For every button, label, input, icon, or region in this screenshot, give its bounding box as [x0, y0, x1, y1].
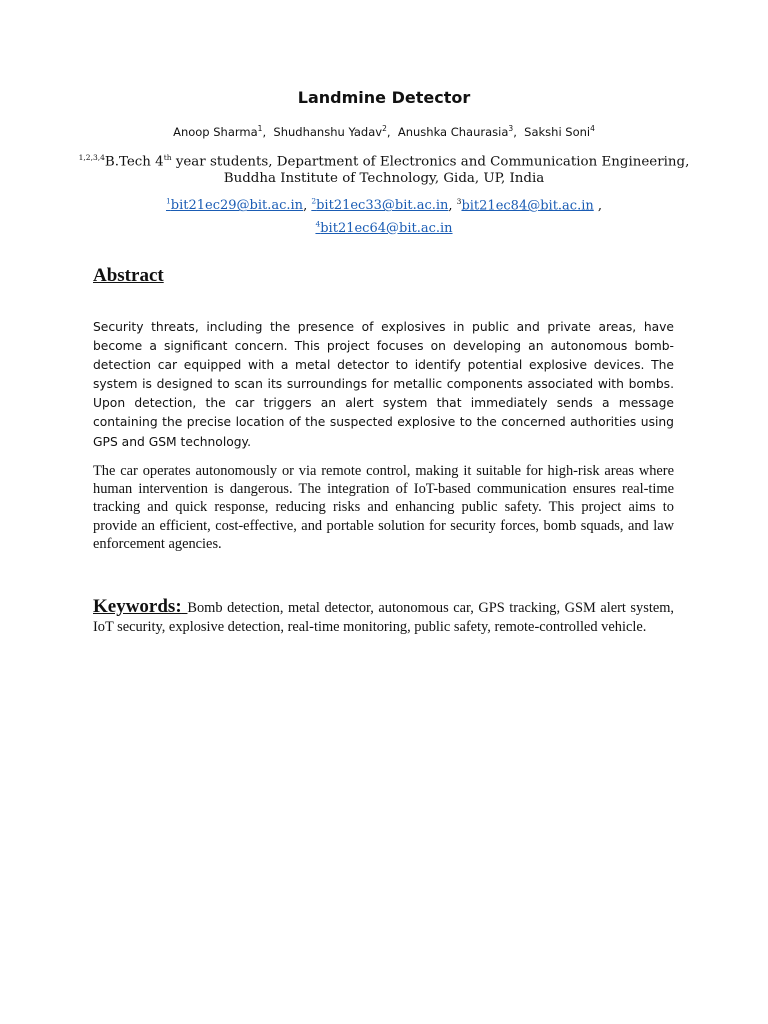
abstract-heading: Abstract — [93, 265, 164, 286]
email-address: bit21ec64@bit.ac.in — [320, 220, 453, 236]
author-name: Sakshi Soni — [524, 124, 591, 139]
email-sup: 2 — [311, 197, 317, 206]
author-name: Shudhanshu Yadav — [273, 124, 383, 139]
keywords-section — [93, 597, 674, 637]
email-list: $^1$bit21ec29@bit.ac.in, $^2$bit21ec33@bit.ac.in, $^3$bit21ec84@bit.ac.in , $^4$bit21ec64@bit.ac.in — [165, 197, 603, 236]
email-link[interactable] — [461, 198, 593, 213]
email-link[interactable] — [315, 221, 452, 236]
author-list: Anoop Sharma$^1$, Shudhanshu Yadav$^2$, Anushka Chaurasia$^3$, Sakshi Soni$^4$ — [173, 124, 595, 139]
email-sup: 3 — [456, 197, 462, 206]
author-sup: 1 — [257, 124, 263, 133]
affiliation-ordinal: th — [163, 153, 172, 162]
author-sup: 3 — [508, 124, 514, 133]
email-address: bit21ec33@bit.ac.in — [316, 198, 449, 214]
abstract-paragraph: The car operates autonomously or via remote control, making it suitable for high-risk areas where human intervention is dangerous. The integration of IoT-based communication ensures real-time tracking and quick response, reducing risks and enhancing public safety. This project aims to provide an efficient, cost-effective, and portable solution for security forces, bomb squads, and law enforcement agencies. — [93, 463, 674, 552]
email-sup: 1 — [165, 197, 171, 206]
keywords-label-text: Keywords: — [93, 596, 182, 617]
affiliation-sup: 1,2,3,4 — [78, 153, 105, 162]
email-address: bit21ec29@bit.ac.in — [170, 198, 304, 214]
email-sup: 4 — [315, 219, 321, 229]
author-sup: 2 — [382, 124, 387, 133]
paper-title: Landmine Detector — [297, 88, 471, 107]
author-name: Anoop Sharma — [173, 124, 258, 139]
keywords-label — [93, 596, 187, 617]
email-link[interactable] — [166, 198, 303, 213]
author-sup: 4 — [590, 124, 595, 133]
email-address: bit21ec84@bit.ac.in — [461, 198, 594, 214]
affiliation-text: year students, Department of Electronics and Communication Engineering, Buddha Institute of Technology, Gida, UP, India — [171, 154, 690, 187]
affiliation-pre: B.Tech 4 — [104, 154, 164, 170]
affiliation — [78, 149, 690, 187]
email-link[interactable] — [311, 198, 448, 213]
author-name: Anushka Chaurasia — [397, 124, 509, 139]
abstract-paragraph: Security threats, including the presence of explosives in public and private areas, have become a significant concern. This project focuses on developing an autonomous bomb-detection car equipped with a metal detector to identify potential explosive devices. The system is designed to scan its surroundings for metallic components associated with bombs. Upon detection, the car triggers an alert system that immediately sends a message containing the precise location of the suspected explosive to the concerned authorities using GPS and GSM technology. — [93, 320, 674, 449]
keywords-text: Bomb detection, metal detector, autonomous car, GPS tracking, GSM alert system, IoT security, explosive detection, real-time monitoring, public safety, remote-controlled vehicle. — [93, 600, 674, 635]
